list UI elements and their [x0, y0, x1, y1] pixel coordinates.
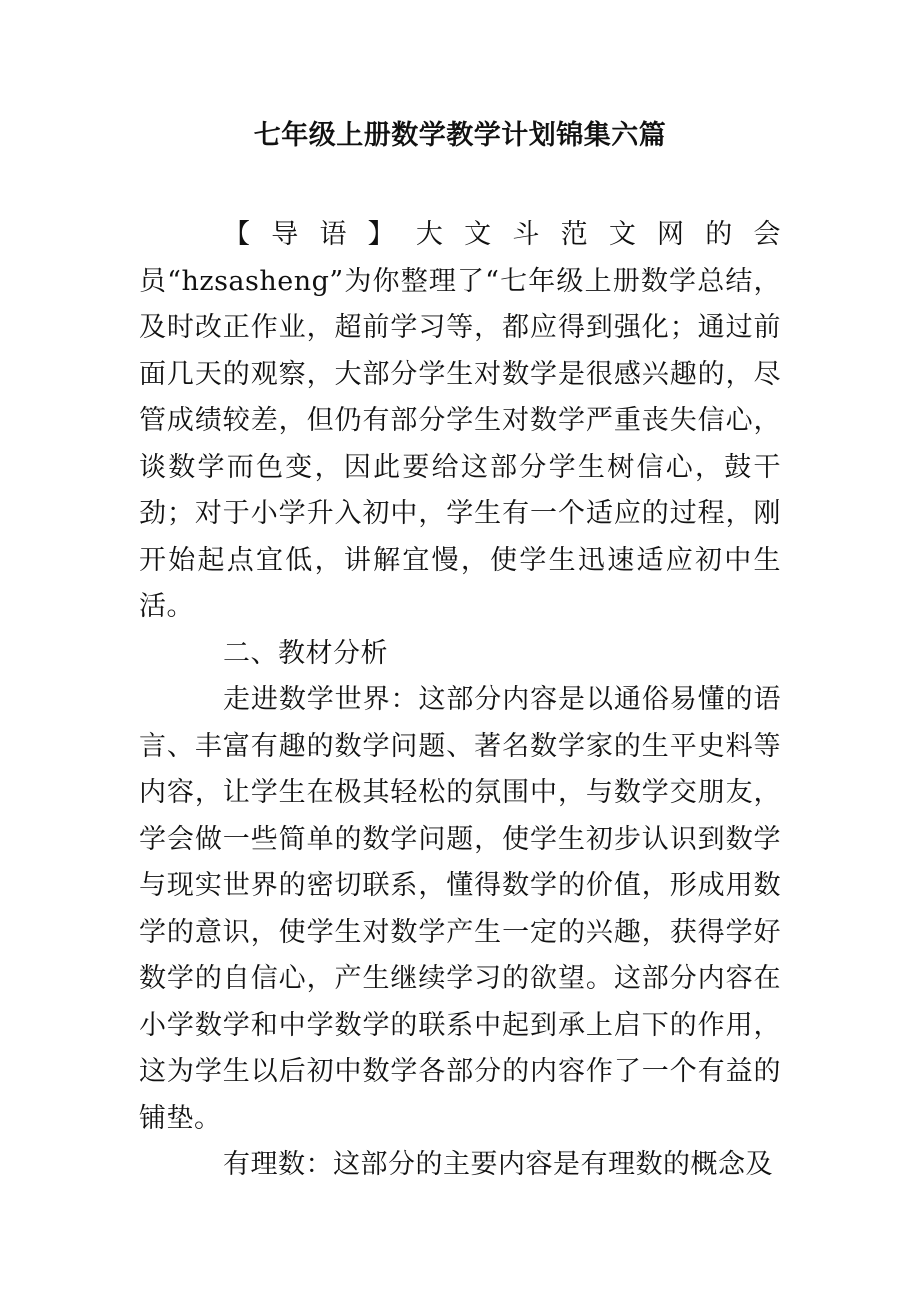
- document-body: [139, 212, 781, 1189]
- intro-paragraph: 【导语】大文斗范文网的会员“hzsasheng”为你整理了“七年级上册数学总结，及时改正作业，超前学习等，都应得到强化；通过前面几天的观察，大部分学生对数学是很感兴趣的，尽管成绩较差，但仍有部分学生对数学严重丧失信心，谈数学而色变，因此要给这部分学生树信心，鼓干劲；对于小学升入初中，学生有一个适应的过程，刚开始起点宜低，讲解宜慢，使学生迅速适应初中生活。: [139, 219, 781, 622]
- body-paragraph: 走进数学世界：这部分内容是以通俗易懂的语言、丰富有趣的数学问题、著名数学家的生平史料等内容，让学生在极其轻松的氛围中，与数学交朋友，学会做一些简单的数学问题，使学生初步认识到数学与现实世界的密切联系，懂得数学的价值，形成用数学的意识，使学生对数学产生一定的兴趣，获得学好数学的自信心，产生继续学习的欲望。这部分内容在小学数学和中学数学的联系中起到承上启下的作用，这为学生以后初中数学各部分的内容作了一个有益的铺垫。: [139, 684, 781, 1134]
- body-paragraph: 有理数：这部分的主要内容是有理数的概念及: [223, 1149, 773, 1180]
- section-heading: 二、教材分析: [223, 637, 388, 669]
- document-title: 七年级上册数学教学计划锦集六篇: [253, 120, 667, 151]
